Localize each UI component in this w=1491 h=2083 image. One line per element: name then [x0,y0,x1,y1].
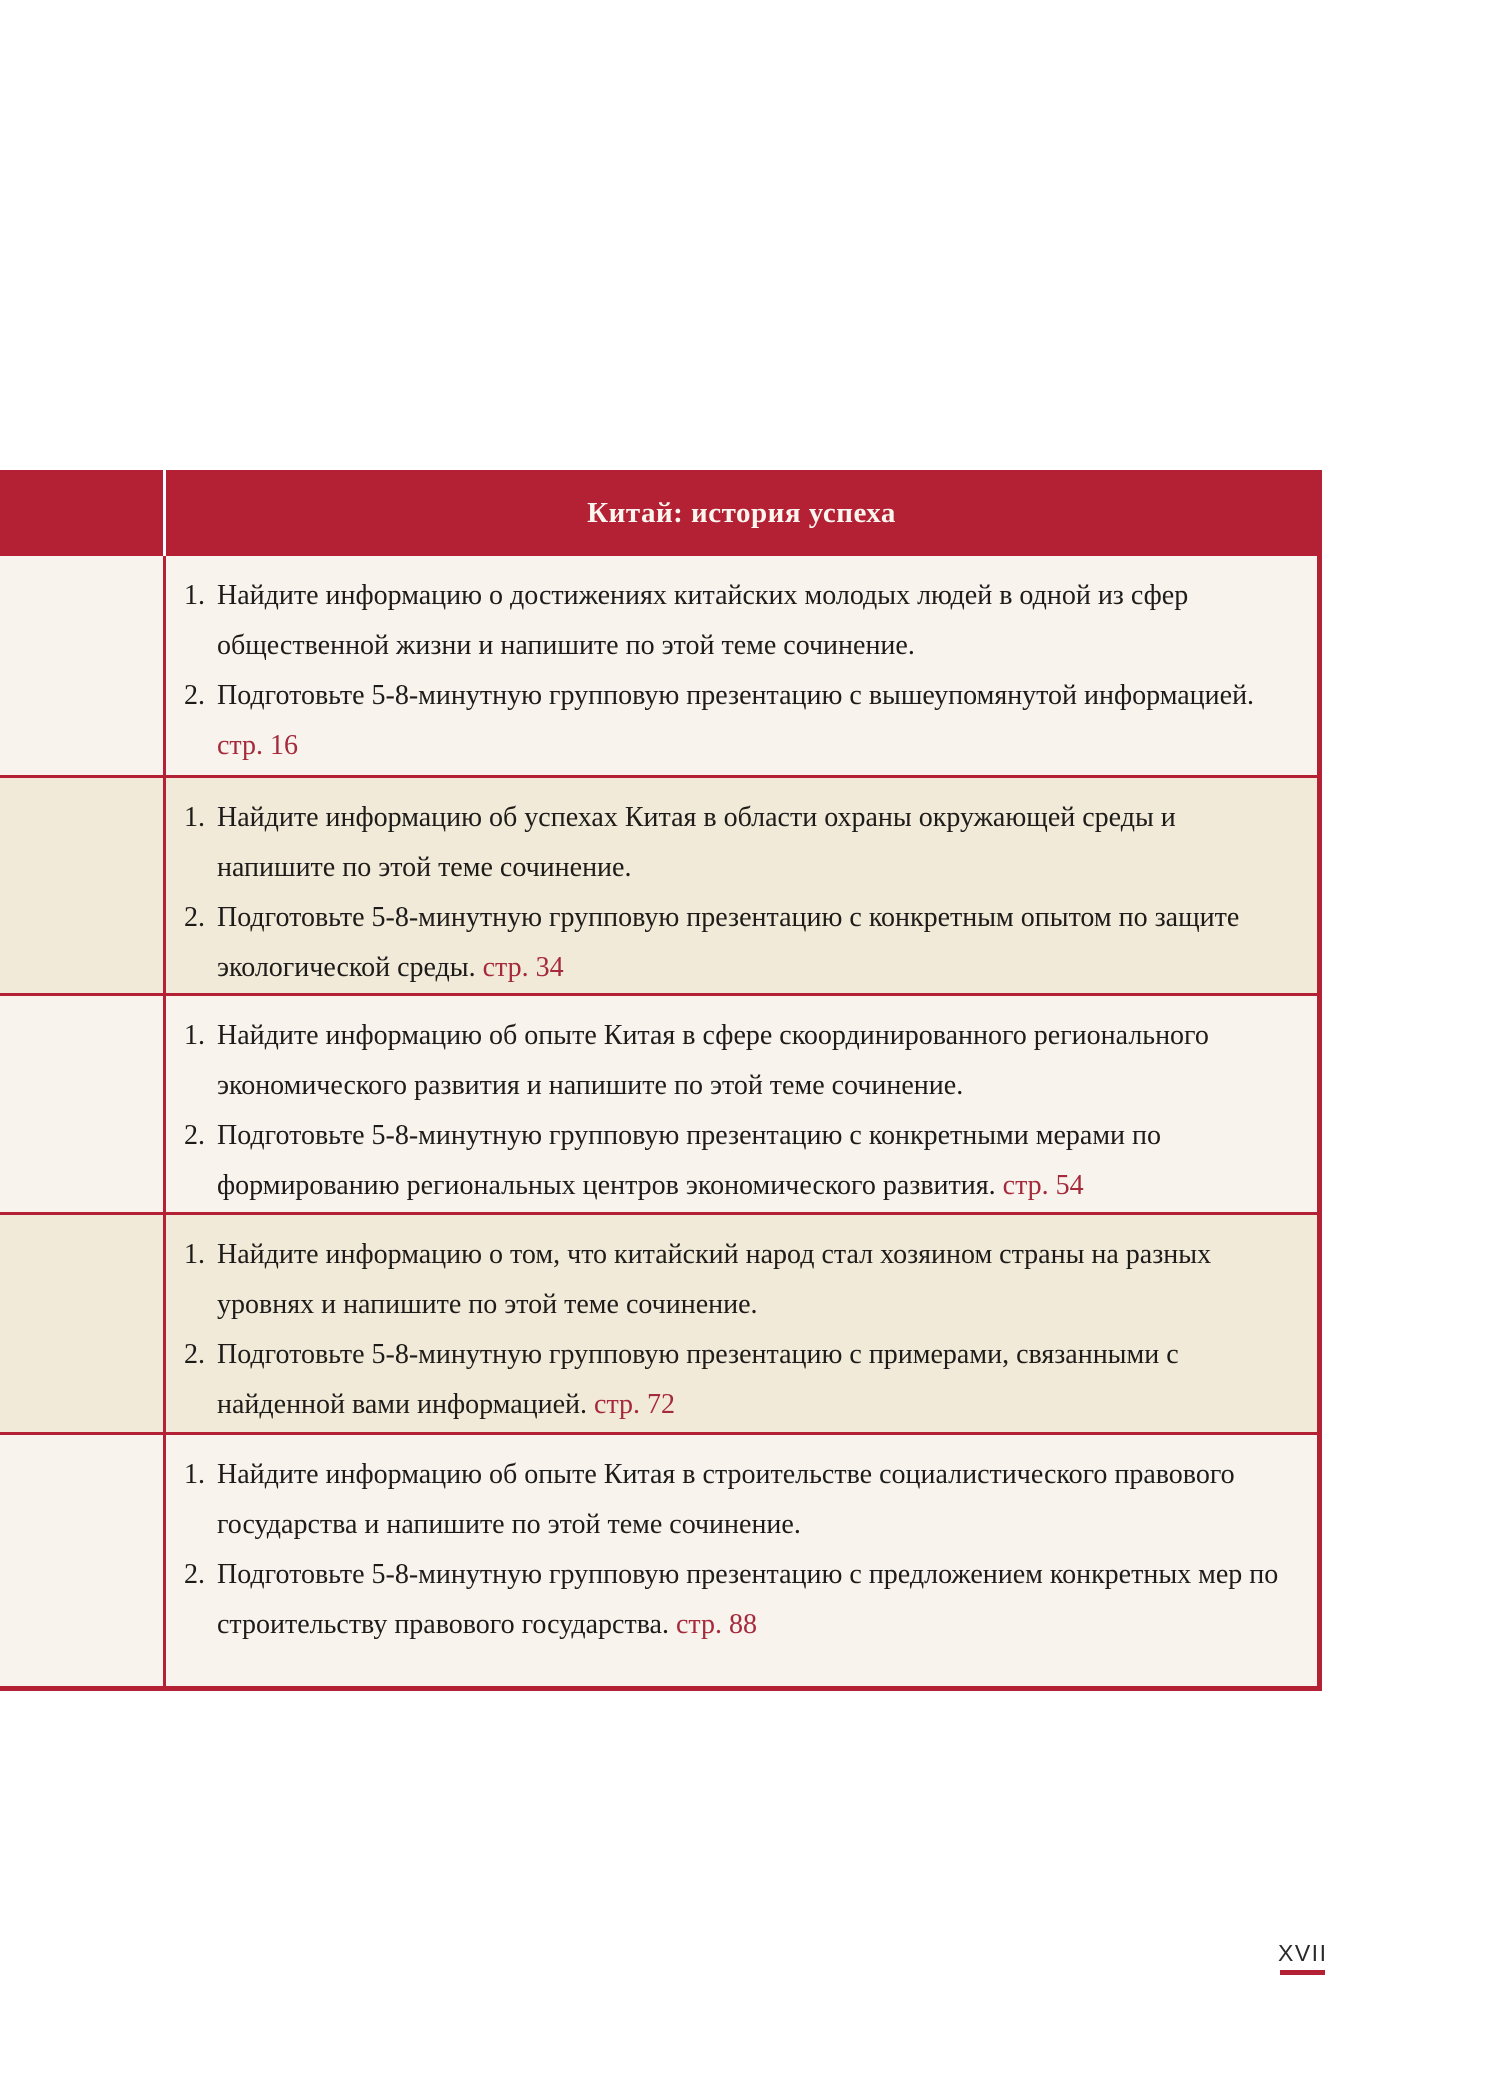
task-item-number: 2. [184,680,205,711]
table-row [0,556,1317,775]
task-item-text: Найдите информацию о достижениях китайских молодых людей в одной из сфер общественной жизни и напишите по этой теме сочинение. [217,580,1189,661]
task-item-number: 1. [184,1020,205,1051]
task-item [184,1550,1291,1650]
row-task-cell [166,1215,1317,1432]
task-item-text: Подготовьте 5-8-минутную групповую презентацию с конкретным опытом по защите экологической среды. стр. 34 [217,902,1240,983]
tasks-table [0,470,1322,1691]
page-number-block [1278,1940,1327,1975]
task-item [184,793,1291,893]
table-header-row [0,470,1317,556]
table-row [0,1432,1317,1686]
task-item [184,671,1291,771]
task-item-number: 1. [184,580,205,611]
task-item-number: 2. [184,1339,205,1370]
task-item [184,1111,1291,1211]
row-spacer-cell [0,1215,166,1432]
task-item-number: 1. [184,1239,205,1270]
table-title: Китай: история успеха [587,496,896,529]
page-ref: стр. 54 [1002,1170,1084,1201]
task-item-text: Подготовьте 5-8-минутную групповую презентацию с предложением конкретных мер по строительству правового государства. стр. 88 [217,1559,1279,1640]
page-number-rule [1280,1970,1325,1975]
task-item-number: 2. [184,1120,205,1151]
row-task-cell [166,996,1317,1212]
table-row [0,1212,1317,1432]
page-ref: стр. 34 [482,952,564,983]
task-item-text: Найдите информацию об опыте Китая в строительстве социалистического правового государства и напишите по этой теме сочинение. [217,1459,1235,1540]
row-task-cell [166,778,1317,993]
task-item-text: Найдите информацию об опыте Китая в сфере скоординированного регионального экономического развития и напишите по этой теме сочинение. [217,1020,1209,1101]
task-item [184,1230,1291,1330]
task-item [184,1330,1291,1430]
row-spacer-cell [0,778,166,993]
table-body [0,556,1317,1686]
task-item [184,571,1291,671]
table-row [0,775,1317,993]
row-spacer-cell [0,556,166,775]
task-item-text: Подготовьте 5-8-минутную групповую презентацию с вышеупомянутой информацией. стр. 16 [217,680,1255,761]
page-number: XVII [1278,1940,1328,1966]
row-task-cell [166,1435,1317,1686]
task-item-number: 2. [184,902,205,933]
task-item [184,1450,1291,1550]
task-item-text: Найдите информацию об успехах Китая в области охраны окружающей среды и напишите по этой теме сочинение. [217,802,1176,883]
task-item-number: 2. [184,1559,205,1590]
page-ref: стр. 16 [217,730,299,761]
row-spacer-cell [0,1435,166,1686]
task-item [184,1011,1291,1111]
header-spacer-cell [0,470,166,556]
task-item-text: Подготовьте 5-8-минутную групповую презентацию с конкретными мерами по формированию региональных центров экономического развития. стр. 54 [217,1120,1162,1201]
page-ref: стр. 72 [594,1389,676,1420]
task-item-text: Найдите информацию о том, что китайский народ стал хозяином страны на разных уровнях и напишите по этой теме сочинение. [217,1239,1212,1320]
table-row [0,993,1317,1212]
task-item-number: 1. [184,802,205,833]
row-spacer-cell [0,996,166,1212]
task-item-text: Подготовьте 5-8-минутную групповую презентацию с примерами, связанными с найденной вами информацией. стр. 72 [217,1339,1179,1420]
task-item-number: 1. [184,1459,205,1490]
page-ref: стр. 88 [675,1609,757,1640]
task-item [184,893,1291,993]
row-task-cell [166,556,1317,775]
